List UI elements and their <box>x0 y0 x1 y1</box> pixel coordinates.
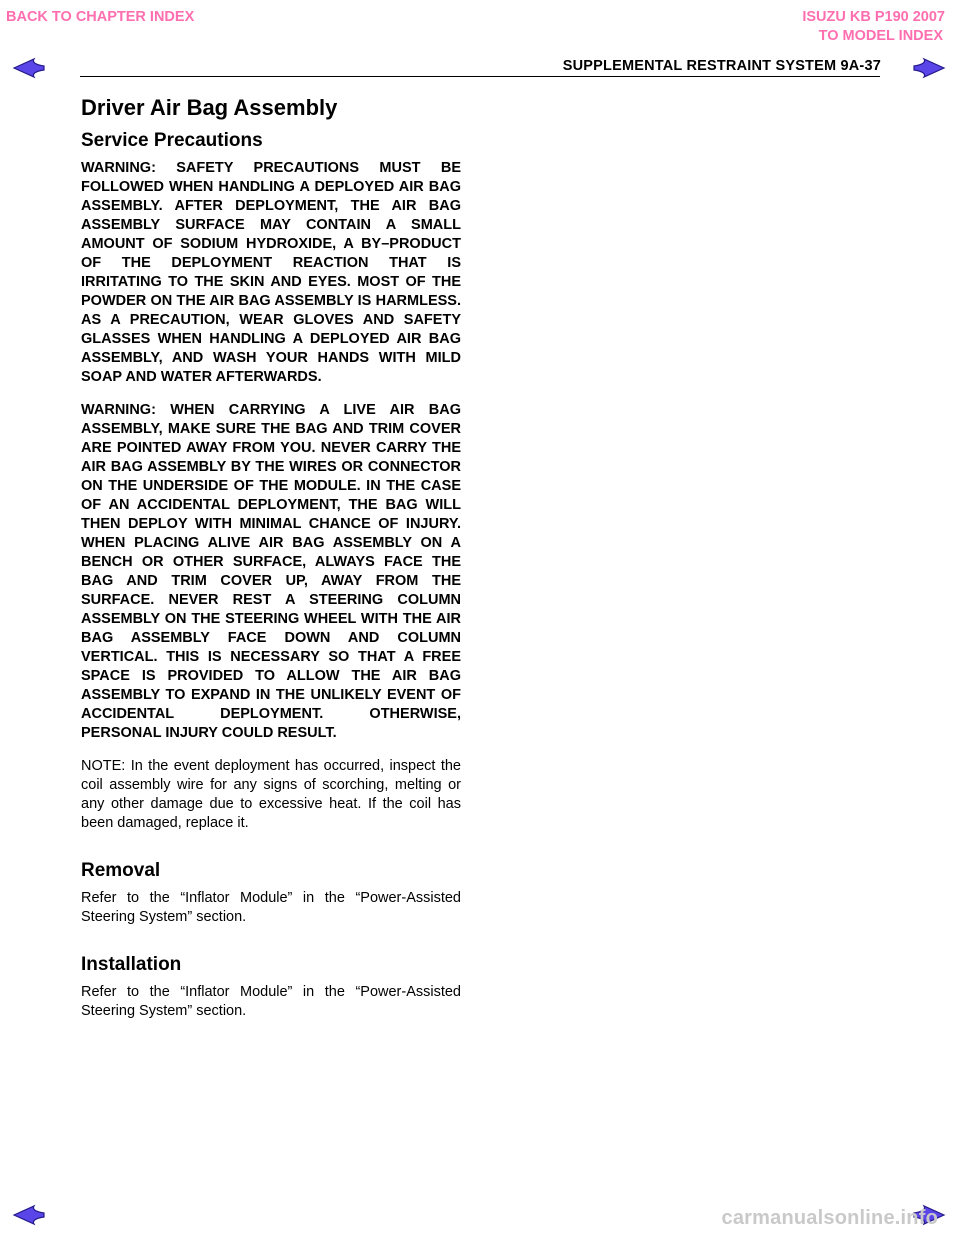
right-arrow-icon[interactable] <box>912 56 946 80</box>
service-precautions-heading: Service Precautions <box>81 130 263 151</box>
installation-heading: Installation <box>81 954 182 975</box>
model-title: ISUZU KB P190 2007 <box>802 9 945 25</box>
warning-paragraph-1: WARNING: SAFETY PRECAUTIONS MUST BE FOLLOWED WHEN HANDLING A DEPLOYED AIR BAG ASSEMBLY. AFTER DEPLOYMENT, THE AIR BAG ASSEMBLY SURFACE MAY CONTAIN A SMALL AMOUNT OF SODIUM HYDROXIDE, A BY–PRODUCT OF THE DEPLOYMENT REACTION THAT IS IRRITATING TO THE SKIN AND EYES. MOST OF THE POWDER ON THE AIR BAG ASSEMBLY IS HARMLESS. AS A PRECAUTION, WEAR GLOVES AND SAFETY GLASSES WHEN HANDLING A DEPLOYED AIR BAG ASSEMBLY, AND WASH YOUR HANDS WITH MILD SOAP AND WATER AFTERWARDS. <box>81 160 461 385</box>
page-content <box>81 94 461 1021</box>
removal-heading: Removal <box>81 860 161 881</box>
to-model-index-link[interactable]: TO MODEL INDEX <box>818 28 943 44</box>
page-title: Driver Air Bag Assembly <box>81 95 338 120</box>
installation-text: Refer to the “Inflator Module” in the “Power-Assisted Steering System” section. <box>81 984 461 1019</box>
header-rule <box>80 76 880 77</box>
warning-paragraph-2: WARNING: WHEN CARRYING A LIVE AIR BAG ASSEMBLY, MAKE SURE THE BAG AND TRIM COVER ARE POINTED AWAY FROM YOU. NEVER CARRY THE AIR BAG ASSEMBLY BY THE WIRES OR CONNECTOR ON THE UNDERSIDE OF THE MODULE. IN THE CASE OF AN ACCIDENTAL DEPLOYMENT, THE BAG WILL THEN DEPLOY WITH MINIMAL CHANCE OF INJURY. WHEN PLACING ALIVE AIR BAG ASSEMBLY ON A BENCH OR OTHER SURFACE, ALWAYS FACE THE BAG AND TRIM COVER UP, AWAY FROM THE SURFACE. NEVER REST A STEERING COLUMN ASSEMBLY ON THE STEERING WHEEL WITH THE AIR BAG ASSEMBLY FACE DOWN AND COLUMN VERTICAL. THIS IS NECESSARY SO THAT A FREE SPACE IS PROVIDED TO ALLOW THE AIR BAG ASSEMBLY TO EXPAND IN THE UNLIKELY EVENT OF ACCIDENTAL DEPLOYMENT. OTHERWISE, PERSONAL INJURY COULD RESULT. <box>81 402 461 741</box>
left-arrow-icon[interactable] <box>12 1203 46 1227</box>
back-to-chapter-index-link[interactable]: BACK TO CHAPTER INDEX <box>6 9 195 25</box>
note-paragraph: NOTE: In the event deployment has occurred, inspect the coil assembly wire for any signs of scorching, melting or any other damage due to excessive heat. If the coil has been damaged, replace it. <box>81 758 461 831</box>
removal-text: Refer to the “Inflator Module” in the “Power-Assisted Steering System” section. <box>81 890 461 925</box>
section-header: SUPPLEMENTAL RESTRAINT SYSTEM 9A-37 <box>562 58 881 74</box>
site-watermark: carmanualsonline.info <box>721 1207 938 1229</box>
left-arrow-icon[interactable] <box>12 56 46 80</box>
